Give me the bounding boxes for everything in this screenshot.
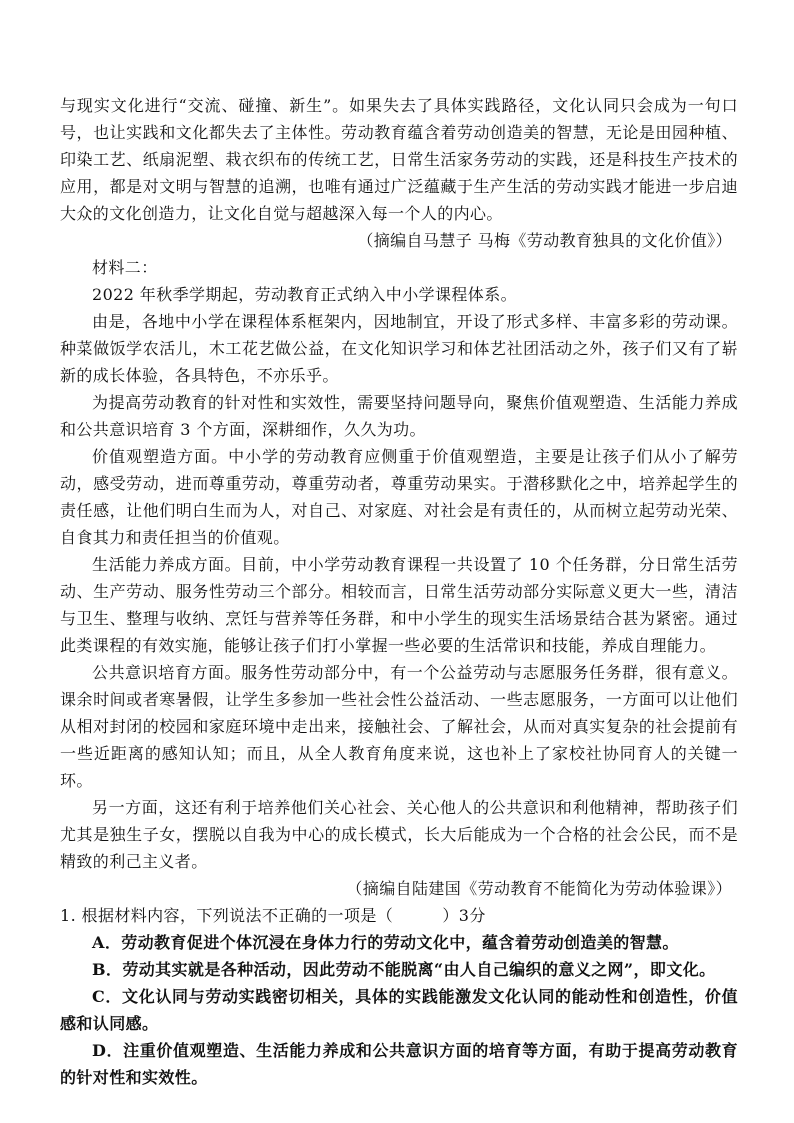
question-stem: 1. 根据材料内容，下列说法不正确的一项是（ ）3分 xyxy=(60,906,486,925)
material-paragraph: 公共意识培育方面。服务性劳动部分中，有一个公益劳动与志愿服务任务群，很有意义。课余时间或者寒暑假，让学生多参加一些社会性公益活动、一些志愿服务，一方面可以让他们从相对封闭的校园和家庭环境中走出来，接触社会、了解社会，从而对真实复杂的社会提前有一些近距离的感知认知；而且，从全人教育角度来说，这也补上了家校社协同育人的关键一环。 xyxy=(60,663,738,790)
material-paragraph: 价值观塑造方面。中小学的劳动教育应侧重于价值观塑造，主要是让孩子们从小了解劳动，感受劳动，进而尊重劳动，尊重劳动者，尊重劳动果实。于潜移默化之中，培养起学生的责任感，让他们明白生而为人，对自己、对家庭、对社会是有责任的，从而树立起劳动光荣、自食其力和责任担当的价值观。 xyxy=(60,447,738,547)
question-option-a: A．劳动教育促进个体沉浸在身体力行的劳动文化中，蕴含着劳动创造美的智慧。 xyxy=(92,933,679,952)
source-citation: （摘编自陆建国《劳动教育不能简化为劳动体验课》） xyxy=(346,879,732,898)
question-option-b: B．劳动其实就是各种活动，因此劳动不能脱离“由人自己编织的意义之网”，即文化。 xyxy=(92,960,716,979)
material-paragraph: 为提高劳动教育的针对性和实效性，需要坚持问题导向，聚焦价值观塑造、生活能力养成和公共意识培育 3 个方面，深耕细作，久久为功。 xyxy=(60,393,738,439)
question-option-d: D．注重价值观塑造、生活能力养成和公共意识方面的培育等方面，有助于提高劳动教育的针对性和实效性。 xyxy=(60,1041,738,1087)
material-paragraph: 生活能力养成方面。目前，中小学劳动教育课程一共设置了 10 个任务群，分日常生活劳动、生产劳动、服务性劳动三个部分。相较而言，日常生活劳动部分实际意义更大一些，清洁与卫生、整理与收纳、烹饪与营养等任务群，和中小学生的现实生活场景结合甚为紧密。通过此类课程的有效实施，能够让孩子们打小掌握一些必要的生活常识和技能，养成自理能力。 xyxy=(60,555,738,655)
material-paragraph: 由是，各地中小学在课程体系框架内，因地制宜，开设了形式多样、丰富多彩的劳动课。种菜做饭学农活儿，木工花艺做公益，在文化知识学习和体艺社团活动之外，孩子们又有了崭新的成长体验，各具特色，不亦乐乎。 xyxy=(60,312,738,385)
material-paragraph: 2022 年秋季学期起，劳动教育正式纳入中小学课程体系。 xyxy=(92,285,518,304)
question-option-c: C．文化认同与劳动实践密切相关，具体的实践能激发文化认同的能动性和创造性，价值感和认同感。 xyxy=(60,987,738,1033)
source-citation: （摘编自马慧子 马梅《劳动教育独具的文化价值》） xyxy=(357,231,732,250)
material-heading: 材料二： xyxy=(92,258,158,277)
material-paragraph: 另一方面，这还有利于培养他们关心社会、关心他人的公共意识和利他精神，帮助孩子们尤其是独生子女，摆脱以自我为中心的成长模式，长大后能成为一个合格的社会公民，而不是精致的利己主义者。 xyxy=(60,798,738,871)
passage-paragraph: 与现实文化进行“交流、碰撞、新生”。如果失去了具体实践路径，文化认同只会成为一句口号，也让实践和文化都失去了主体性。劳动教育蕴含着劳动创造美的智慧，无论是田园种植、印染工艺、纸扇泥塑、栽衣织布的传统工艺，日常生活家务劳动的实践，还是科技生产技术的应用，都是对文明与智慧的追溯，也唯有通过广泛蕴藏于生产生活的劳动实践才能进一步启迪大众的文化创造力，让文化自觉与超越深入每一个人的内心。 xyxy=(60,96,738,223)
